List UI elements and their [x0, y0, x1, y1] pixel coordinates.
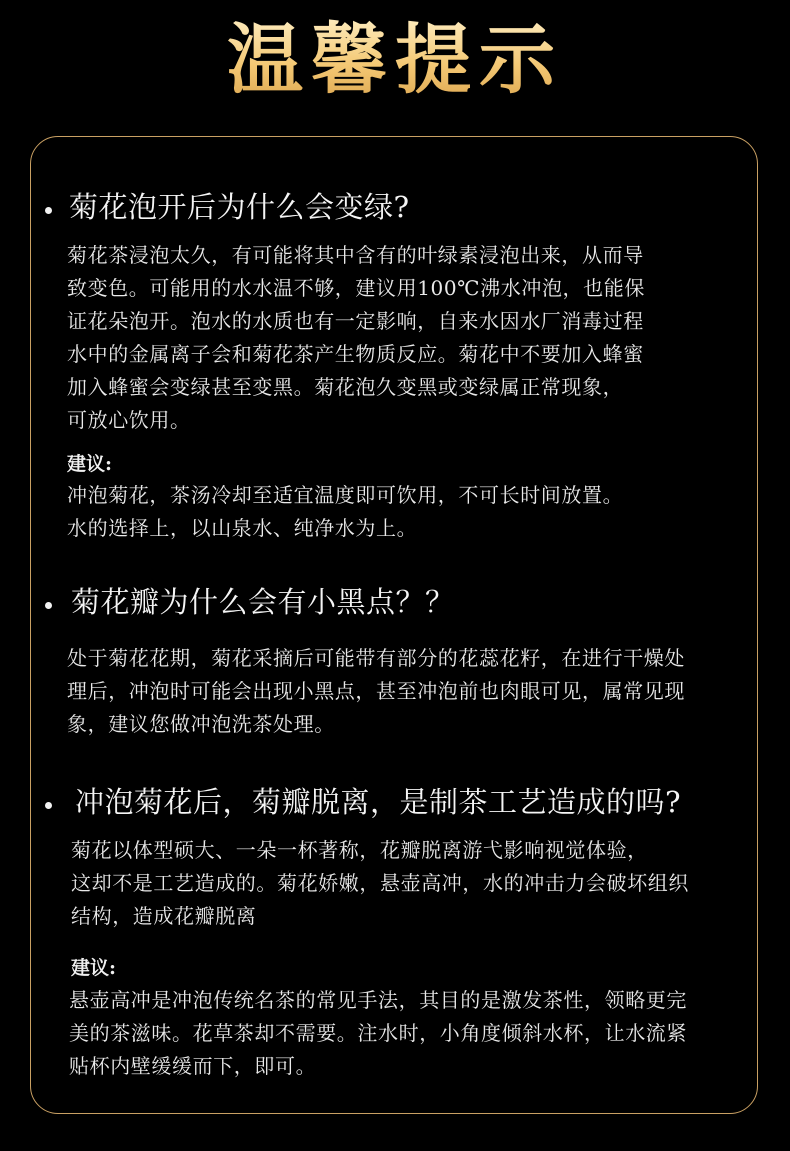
question-heading: 冲泡菊花后，菊瓣脱离，是制茶工艺造成的吗? — [75, 785, 682, 819]
advice-line: 悬壶高冲是冲泡传统名茶的常见手法，其目的是激发茶性，领略更完 — [69, 988, 687, 1012]
tips-card — [30, 136, 758, 1114]
advice-label: 建议: — [71, 957, 117, 979]
answer-line: 可放心饮用。 — [67, 408, 191, 432]
answer-line: 水中的金属离子会和菊花茶产生物质反应。菊花中不要加入蜂蜜 — [67, 342, 644, 366]
answer-line: 理后，冲泡时可能会出现小黑点，甚至冲泡前也肉眼可见，属常见现 — [67, 679, 685, 703]
answer-line: 证花朵泡开。泡水的水质也有一定影响，自来水因水厂消毒过程 — [67, 309, 644, 333]
advice-paragraph — [67, 479, 623, 545]
answer-line: 象，建议您做冲泡洗茶处理。 — [67, 712, 335, 736]
bullet-dot — [45, 602, 52, 609]
answer-line: 致变色。可能用的水水温不够，建议用100℃沸水冲泡，也能保 — [67, 276, 645, 300]
answer-paragraph — [67, 642, 685, 741]
bullet-dot — [45, 207, 52, 214]
advice-line: 贴杯内壁缓缓而下，即可。 — [69, 1054, 317, 1078]
advice-line: 水的选择上，以山泉水、纯净水为上。 — [67, 516, 418, 540]
answer-paragraph — [67, 239, 645, 437]
advice-line: 美的茶滋味。花草茶却不需要。注水时，小角度倾斜水杯，让水流紧 — [69, 1021, 687, 1045]
answer-line: 加入蜂蜜会变绿甚至变黑。菊花泡久变黑或变绿属正常现象， — [67, 375, 624, 399]
bullet-dot — [45, 802, 52, 809]
answer-line: 菊花以体型硕大、一朵一杯著称，花瓣脱离游弋影响视觉体验， — [71, 838, 648, 862]
answer-paragraph — [71, 834, 689, 933]
question-heading: 菊花瓣为什么会有小黑点？？ — [71, 585, 455, 619]
advice-label: 建议: — [67, 453, 113, 475]
question-heading: 菊花泡开后为什么会变绿? — [69, 190, 410, 224]
answer-line: 处于菊花花期，菊花采摘后可能带有部分的花蕊花籽，在进行干燥处 — [67, 646, 685, 670]
advice-line: 冲泡菊花，茶汤冷却至适宜温度即可饮用，不可长时间放置。 — [67, 483, 624, 507]
answer-line: 结构，造成花瓣脱离 — [71, 904, 257, 928]
answer-line: 这却不是工艺造成的。菊花娇嫩，悬壶高冲，水的冲击力会破坏组织 — [71, 871, 689, 895]
advice-paragraph — [69, 984, 687, 1083]
answer-line: 菊花茶浸泡太久，有可能将其中含有的叶绿素浸泡出来，从而导 — [67, 243, 644, 267]
page-title: 温馨提示 — [0, 10, 790, 110]
